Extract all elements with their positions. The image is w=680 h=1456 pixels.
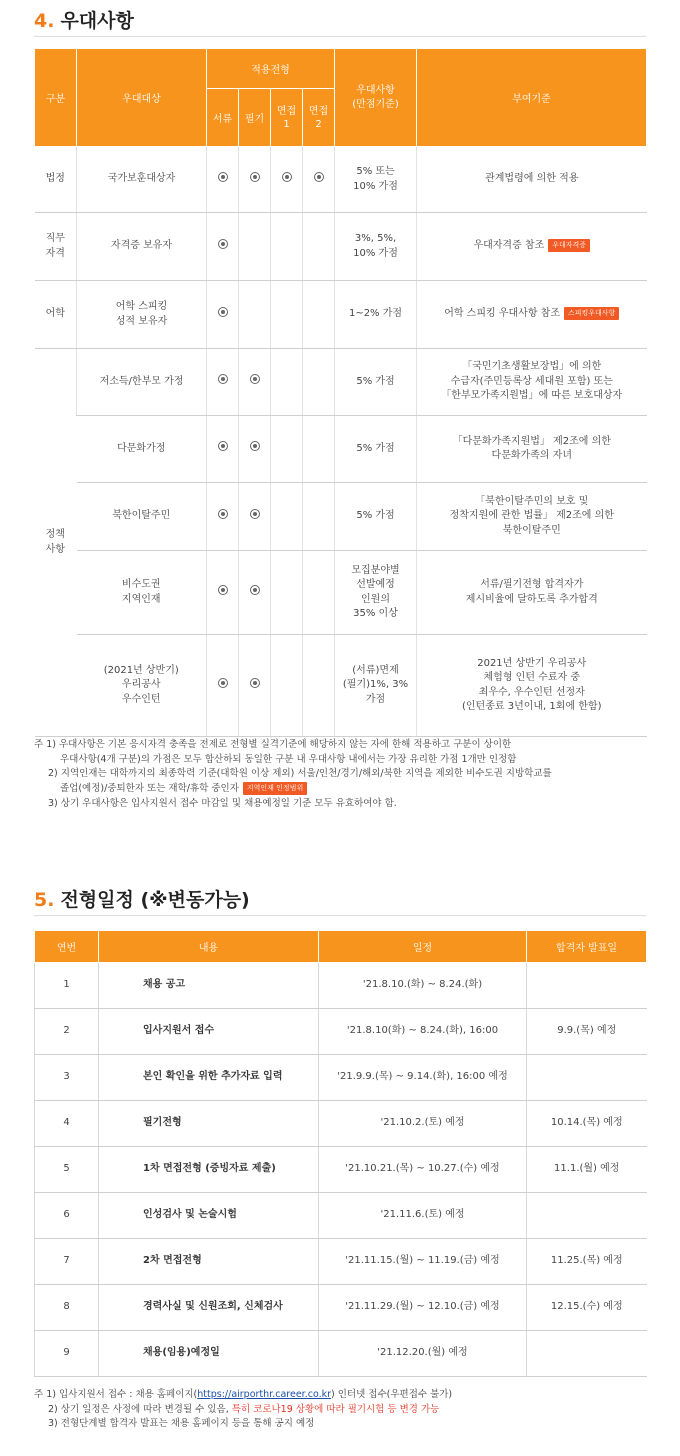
row-no: 9 bbox=[35, 1331, 99, 1377]
selected-mark-icon bbox=[314, 172, 324, 182]
selected-mark-icon bbox=[250, 172, 260, 182]
row-content: 2차 면접전형 bbox=[99, 1239, 319, 1285]
table-row bbox=[35, 1147, 647, 1193]
note-2b: 졸업(예정)/중퇴한자 또는 재학/휴학 중인자 bbox=[60, 783, 239, 795]
row-criteria: 관계법령에 의한 적용 bbox=[417, 147, 647, 213]
selected-mark-icon bbox=[250, 509, 260, 519]
table-row bbox=[35, 416, 647, 483]
selected-mark-icon bbox=[218, 678, 228, 688]
row-date: '21.9.9.(목) ~ 9.14.(화), 16:00 예정 bbox=[319, 1055, 527, 1101]
row-no: 8 bbox=[35, 1285, 99, 1331]
row-gubun: 어학 bbox=[35, 281, 77, 349]
row-date: '21.11.15.(월) ~ 11.19.(금) 예정 bbox=[319, 1239, 527, 1285]
preferred-certificate-link[interactable]: 우대자격증 bbox=[548, 239, 590, 251]
speaking-preference-link[interactable]: 스피킹우대사항 bbox=[564, 307, 619, 319]
selected-mark-icon bbox=[250, 678, 260, 688]
table-row bbox=[35, 483, 647, 551]
row-content: 경력사실 및 신원조회, 신체검사 bbox=[99, 1285, 319, 1331]
table-row bbox=[35, 1193, 647, 1239]
selected-mark-icon bbox=[218, 441, 228, 451]
note5-3: 3) 전형단계별 합격자 발표는 채용 홈페이지 등을 통해 공지 예정 bbox=[48, 1418, 315, 1430]
selected-mark-icon bbox=[218, 374, 228, 384]
note5-1 bbox=[34, 1388, 646, 1403]
row-benefit: 5% 가점 bbox=[335, 349, 417, 416]
career-site-link[interactable]: https://airporthr.career.co.kr bbox=[197, 1389, 332, 1400]
section4-notes bbox=[34, 738, 646, 812]
section4-title-text: 우대사항 bbox=[60, 10, 134, 32]
table-row bbox=[35, 1331, 647, 1377]
row-announce: 12.15.(수) 예정 bbox=[527, 1285, 647, 1331]
table-row bbox=[35, 349, 647, 416]
note-1a: 주 1) 우대사항은 기본 응시자격 충족을 전제로 전형별 실격기준에 해당하지 않는 자에 한해 적용하고 구분이 상이한 bbox=[34, 739, 512, 750]
row-target: (2021년 상반기) 우리공사 우수인턴 bbox=[77, 635, 207, 737]
row-announce: 11.25.(목) 예정 bbox=[527, 1239, 647, 1285]
header-benefit: 우대사항 (만점기준) bbox=[335, 49, 417, 147]
row-gubun: 직무 자격 bbox=[35, 213, 77, 281]
row-gubun: 법정 bbox=[35, 147, 77, 213]
note-1b: 우대사항(4개 구분)의 가점은 모두 합산하되 동일한 구분 내 우대사항 내에서는 가장 유리한 가점 1개만 인정함 bbox=[60, 753, 517, 765]
selected-mark-icon bbox=[218, 172, 228, 182]
row-criteria: 「다문화가족지원법」 제2조에 의한 다문화가족의 자녀 bbox=[417, 416, 647, 483]
selected-mark-icon bbox=[218, 585, 228, 595]
table-row bbox=[35, 1055, 647, 1101]
row-criteria: 우대자격증 참조 bbox=[473, 240, 545, 252]
note-3: 3) 상기 우대사항은 입사지원서 접수 마감일 및 채용예정일 기준 모두 유효하여야 함. bbox=[48, 797, 397, 809]
row-no: 5 bbox=[35, 1147, 99, 1193]
header-stage-interview1: 면접 1 bbox=[271, 89, 303, 147]
table-row bbox=[35, 213, 647, 281]
row-date: '21.8.10(화) ~ 8.24.(화), 16:00 bbox=[319, 1009, 527, 1055]
section4-title bbox=[34, 6, 134, 33]
row-announce bbox=[527, 1331, 647, 1377]
row-date: '21.11.29.(월) ~ 12.10.(금) 예정 bbox=[319, 1285, 527, 1331]
selected-mark-icon bbox=[218, 307, 228, 317]
row-target: 국가보훈대상자 bbox=[77, 147, 207, 213]
table-row bbox=[35, 963, 647, 1009]
row-target: 자격증 보유자 bbox=[77, 213, 207, 281]
regional-talent-scope-link[interactable]: 지역인재 인정범위 bbox=[243, 782, 307, 794]
table-row bbox=[35, 147, 647, 213]
row-benefit: 5% 또는 10% 가점 bbox=[335, 147, 417, 213]
row-date: '21.11.6.(토) 예정 bbox=[319, 1193, 527, 1239]
row-criteria-cell bbox=[417, 281, 647, 349]
section5-number: 5. bbox=[34, 889, 55, 911]
row-date: '21.8.10.(화) ~ 8.24.(화) bbox=[319, 963, 527, 1009]
section4-divider bbox=[34, 36, 646, 37]
table-row bbox=[35, 635, 647, 737]
header-announce: 합격자 발표일 bbox=[527, 931, 647, 963]
row-target: 북한이탈주민 bbox=[77, 483, 207, 551]
table-row bbox=[35, 551, 647, 635]
note-2a: 2) 지역인재는 대학까지의 최종학력 기준(대학원 이상 제외) 서울/인천/경기/해외/북한 지역을 제외한 비수도권 지방학교를 bbox=[48, 768, 552, 780]
row-content: 인성검사 및 논술시험 bbox=[99, 1193, 319, 1239]
row-criteria: 2021년 상반기 우리공사 체험형 인턴 수료자 중 최우수, 우수인턴 선정자 (인턴종료 3년이내, 1회에 한함) bbox=[417, 635, 647, 737]
note5-2-warning: 특히 코로나19 상황에 따라 필기시험 등 변경 가능 bbox=[231, 1403, 440, 1415]
row-benefit: 5% 가점 bbox=[335, 483, 417, 551]
row-announce: 9.9.(목) 예정 bbox=[527, 1009, 647, 1055]
selected-mark-icon bbox=[218, 239, 228, 249]
row-target: 저소득/한부모 가정 bbox=[77, 349, 207, 416]
row-date: '21.12.20.(월) 예정 bbox=[319, 1331, 527, 1377]
row-announce bbox=[527, 1055, 647, 1101]
table-row bbox=[35, 1009, 647, 1055]
row-no: 1 bbox=[35, 963, 99, 1009]
row-benefit: (서류)면제 (필기)1%, 3% 가점 bbox=[335, 635, 417, 737]
row-criteria: 「국민기초생활보장법」에 의한 수급자(주민등록상 세대원 포함) 또는 「한부모가족지원법」에 따른 보호대상자 bbox=[417, 349, 647, 416]
row-content: 본인 확인을 위한 추가자료 입력 bbox=[99, 1055, 319, 1101]
row-benefit: 모집분야별 선발예정 인원의 35% 이상 bbox=[335, 551, 417, 635]
row-gubun: 정책 사항 bbox=[35, 349, 77, 737]
section5-divider bbox=[34, 915, 646, 916]
header-stage-written: 필기 bbox=[239, 89, 271, 147]
row-target: 어학 스피킹 성적 보유자 bbox=[77, 281, 207, 349]
schedule-table bbox=[34, 930, 647, 1377]
header-date: 일정 bbox=[319, 931, 527, 963]
row-content: 채용(임용)예정일 bbox=[99, 1331, 319, 1377]
row-date: '21.10.2.(토) 예정 bbox=[319, 1101, 527, 1147]
header-content: 내용 bbox=[99, 931, 319, 963]
note5-1-post: ) 인터넷 접수(우편접수 불가) bbox=[331, 1389, 453, 1400]
table-row bbox=[35, 1239, 647, 1285]
row-no: 4 bbox=[35, 1101, 99, 1147]
row-announce: 11.1.(월) 예정 bbox=[527, 1147, 647, 1193]
selected-mark-icon bbox=[250, 585, 260, 595]
row-target: 비수도권 지역인재 bbox=[77, 551, 207, 635]
selected-mark-icon bbox=[282, 172, 292, 182]
note-2b-line bbox=[34, 782, 646, 797]
row-no: 3 bbox=[35, 1055, 99, 1101]
header-no: 연번 bbox=[35, 931, 99, 963]
selected-mark-icon bbox=[250, 441, 260, 451]
header-gubun: 구분 bbox=[35, 49, 77, 147]
row-announce: 10.14.(목) 예정 bbox=[527, 1101, 647, 1147]
row-announce bbox=[527, 963, 647, 1009]
row-no: 7 bbox=[35, 1239, 99, 1285]
header-target: 우대대상 bbox=[77, 49, 207, 147]
row-content: 입사지원서 접수 bbox=[99, 1009, 319, 1055]
row-criteria: 「북한이탈주민의 보호 및 정착지원에 관한 법률」 제2조에 의한 북한이탈주민 bbox=[417, 483, 647, 551]
row-criteria-cell bbox=[417, 213, 647, 281]
row-target: 다문화가정 bbox=[77, 416, 207, 483]
row-benefit: 1~2% 가점 bbox=[335, 281, 417, 349]
note5-2 bbox=[34, 1403, 646, 1418]
note5-1-pre: 주 1) 입사지원서 접수 : 채용 홈페이지( bbox=[34, 1389, 198, 1400]
selected-mark-icon bbox=[250, 374, 260, 384]
header-stage-interview2: 면접 2 bbox=[303, 89, 335, 147]
row-content: 채용 공고 bbox=[99, 963, 319, 1009]
section5-title-text: 전형일정 (※변동가능) bbox=[60, 889, 250, 911]
row-benefit: 5% 가점 bbox=[335, 416, 417, 483]
table-row bbox=[35, 281, 647, 349]
table-row bbox=[35, 1101, 647, 1147]
section4-number: 4. bbox=[34, 10, 55, 32]
row-no: 2 bbox=[35, 1009, 99, 1055]
row-no: 6 bbox=[35, 1193, 99, 1239]
table-row bbox=[35, 1285, 647, 1331]
row-content: 필기전형 bbox=[99, 1101, 319, 1147]
header-stage-doc: 서류 bbox=[207, 89, 239, 147]
row-criteria: 어학 스피킹 우대사항 참조 bbox=[444, 308, 560, 320]
preference-table bbox=[34, 48, 647, 737]
row-content: 1차 면접전형 (증빙자료 제출) bbox=[99, 1147, 319, 1193]
note5-2-pre: 2) 상기 일정은 사정에 따라 변경될 수 있음, bbox=[48, 1403, 232, 1415]
row-benefit: 3%, 5%, 10% 가점 bbox=[335, 213, 417, 281]
section5-title bbox=[34, 885, 250, 912]
row-announce bbox=[527, 1193, 647, 1239]
row-date: '21.10.21.(목) ~ 10.27.(수) 예정 bbox=[319, 1147, 527, 1193]
selected-mark-icon bbox=[218, 509, 228, 519]
section5-notes bbox=[34, 1388, 646, 1432]
header-stage: 적용전형 bbox=[207, 49, 335, 89]
header-criteria: 부여기준 bbox=[417, 49, 647, 147]
row-criteria: 서류/필기전형 합격자가 제시비율에 달하도록 추가합격 bbox=[417, 551, 647, 635]
